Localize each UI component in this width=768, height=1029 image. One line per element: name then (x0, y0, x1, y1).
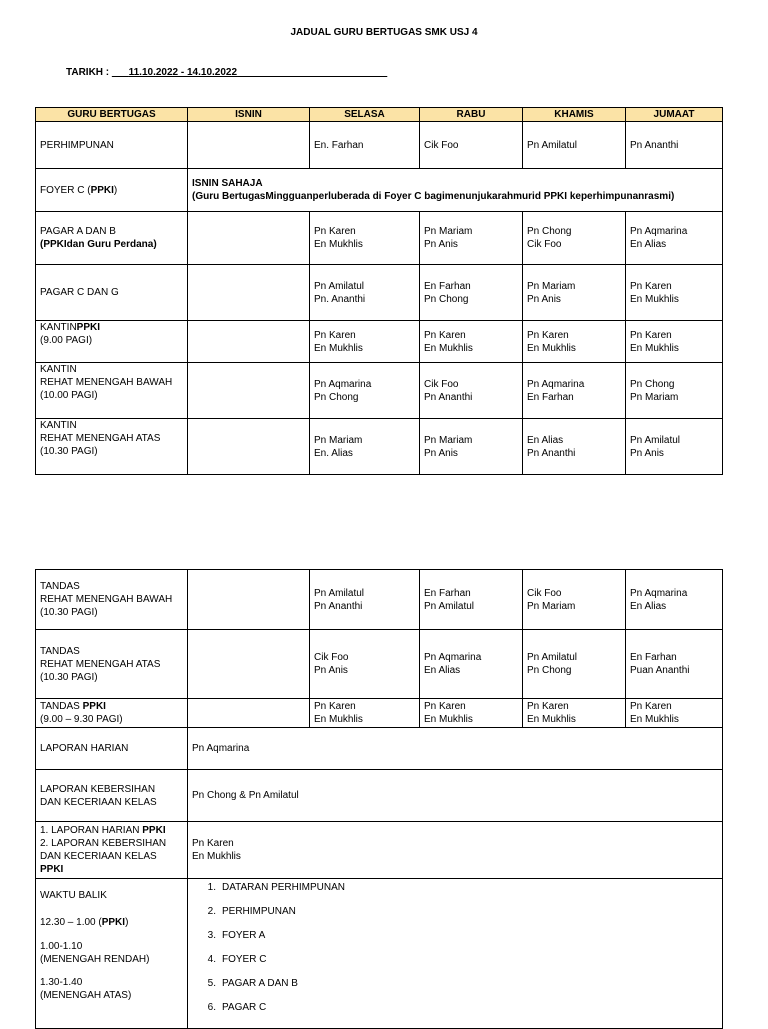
cell-jumaat: Pn Aqmarina En Alias (626, 212, 723, 265)
table-row (36, 570, 723, 630)
table-row (36, 363, 723, 419)
header-isnin: ISNIN (188, 108, 310, 122)
cell-khamis: Pn Aqmarina En Farhan (523, 363, 626, 419)
table-row (36, 212, 723, 265)
list-item: 2. PERHIMPUNAN (207, 906, 296, 917)
duty-label: PAGAR C DAN G (36, 265, 188, 321)
cell-jumaat: Pn Aqmarina En Alias (626, 570, 723, 630)
cell-khamis: Pn Amilatul Pn Chong (523, 630, 626, 699)
cell-jumaat: En Farhan Puan Ananthi (626, 630, 723, 699)
cell-khamis: Cik Foo Pn Mariam (523, 570, 626, 630)
cell-rabu: En Farhan Pn Amilatul (420, 570, 523, 630)
document-title: JADUAL GURU BERTUGAS SMK USJ 4 (290, 27, 478, 38)
cell-rabu: Pn Aqmarina En Alias (420, 630, 523, 699)
duty-label: WAKTU BALIK 12.30 – 1.00 (PPKI) 1.00-1.10 (MENENGAH RENDAH) 1.30-1.40 (MENENGAH ATAS) (36, 879, 188, 1029)
duty-label: KANTINPPKI (9.00 PAGI) (36, 321, 188, 363)
list-item: 1. DATARAN PERHIMPUNAN (207, 882, 345, 893)
cell-rabu: Pn Karen En Mukhlis (420, 321, 523, 363)
header-khamis: KHAMIS (523, 108, 626, 122)
cell-isnin (188, 630, 310, 699)
date-value: ___11.10.2022 - 14.10.2022___________________________ (111, 67, 388, 78)
duty-label: LAPORAN KEBERSIHAN DAN KECERIAAN KELAS (36, 770, 188, 822)
header-jumaat: JUMAAT (626, 108, 723, 122)
header-selasa: SELASA (310, 108, 420, 122)
merged-assignee-cell: Pn Karen En Mukhlis (188, 822, 723, 879)
cell-jumaat: Pn Karen En Mukhlis (626, 699, 723, 728)
cell-selasa: Pn Mariam En. Alias (310, 419, 420, 475)
cell-isnin (188, 570, 310, 630)
duty-table-1 (35, 107, 723, 475)
cell-khamis: Pn Karen En Mukhlis (523, 699, 626, 728)
cell-selasa: Pn Karen En Mukhlis (310, 321, 420, 363)
duty-table-2 (35, 569, 723, 1029)
cell-isnin (188, 699, 310, 728)
date-row (66, 67, 387, 78)
cell-khamis: Pn Amilatul (523, 122, 626, 169)
duty-label: KANTIN REHAT MENENGAH BAWAH (10.00 PAGI) (36, 363, 188, 419)
duty-label: 1. LAPORAN HARIAN PPKI 2. LAPORAN KEBERSIHAN DAN KECERIAAN KELAS PPKI (36, 822, 188, 879)
table-row (36, 169, 723, 212)
table-row (36, 699, 723, 728)
cell-rabu: Pn Mariam Pn Anis (420, 419, 523, 475)
cell-isnin (188, 363, 310, 419)
header-row (36, 108, 723, 122)
duty-label: FOYER C (PPKI) (36, 169, 188, 212)
cell-isnin (188, 265, 310, 321)
merged-note-cell (188, 169, 723, 212)
table-row (36, 419, 723, 475)
duty-label: TANDAS PPKI (9.00 – 9.30 PAGI) (36, 699, 188, 728)
cell-khamis: Pn Mariam Pn Anis (523, 265, 626, 321)
cell-selasa: Pn Amilatul Pn. Ananthi (310, 265, 420, 321)
cell-selasa: Cik Foo Pn Anis (310, 630, 420, 699)
duty-label: TANDAS REHAT MENENGAH BAWAH (10.30 PAGI) (36, 570, 188, 630)
cell-khamis: Pn Chong Cik Foo (523, 212, 626, 265)
cell-rabu: En Farhan Pn Chong (420, 265, 523, 321)
cell-jumaat: Pn Karen En Mukhlis (626, 321, 723, 363)
cell-selasa: Pn Karen En Mukhlis (310, 699, 420, 728)
cell-isnin (188, 419, 310, 475)
cell-isnin (188, 122, 310, 169)
duty-label: LAPORAN HARIAN (36, 728, 188, 770)
list-item: 3. FOYER A (207, 930, 266, 941)
cell-rabu: Pn Mariam Pn Anis (420, 212, 523, 265)
table-row (36, 321, 723, 363)
cell-jumaat: Pn Karen En Mukhlis (626, 265, 723, 321)
table-row (36, 630, 723, 699)
cell-jumaat: Pn Amilatul Pn Anis (626, 419, 723, 475)
cell-selasa: Pn Amilatul Pn Ananthi (310, 570, 420, 630)
merged-assignee-cell: Pn Chong & Pn Amilatul (188, 770, 723, 822)
list-item: 6. PAGAR C (207, 1002, 267, 1013)
cell-khamis: En Alias Pn Ananthi (523, 419, 626, 475)
cell-selasa: Pn Aqmarina Pn Chong (310, 363, 420, 419)
table-row (36, 265, 723, 321)
location-list (192, 881, 718, 1025)
duty-label: PAGAR A DAN B (PPKIdan Guru Perdana) (36, 212, 188, 265)
cell-isnin (188, 321, 310, 363)
cell-jumaat: Pn Chong Pn Mariam (626, 363, 723, 419)
header-guru-bertugas: GURU BERTUGAS (36, 108, 188, 122)
table-row (36, 879, 723, 1029)
cell-rabu: Cik Foo Pn Ananthi (420, 363, 523, 419)
table-row (36, 728, 723, 770)
list-item: 4. FOYER C (207, 954, 267, 965)
table-row (36, 122, 723, 169)
duty-label: PERHIMPUNAN (36, 122, 188, 169)
cell-selasa: Pn Karen En Mukhlis (310, 212, 420, 265)
table-row (36, 770, 723, 822)
merged-assignee-cell: Pn Aqmarina (188, 728, 723, 770)
cell-rabu: Pn Karen En Mukhlis (420, 699, 523, 728)
list-item: 5. PAGAR A DAN B (207, 978, 298, 989)
cell-selasa: En. Farhan (310, 122, 420, 169)
duty-label: KANTIN REHAT MENENGAH ATAS (10.30 PAGI) (36, 419, 188, 475)
note-title: ISNIN SAHAJA (192, 178, 263, 189)
table-row (36, 822, 723, 879)
duty-label: TANDAS REHAT MENENGAH ATAS (10.30 PAGI) (36, 630, 188, 699)
cell-isnin (188, 212, 310, 265)
cell-rabu: Cik Foo (420, 122, 523, 169)
date-label: TARIKH : (66, 67, 110, 78)
header-rabu: RABU (420, 108, 523, 122)
note-text: (Guru BertugasMingguanperluberada di Foyer C bagimenunjukarahmurid PPKI keperhimpunanrasmi) (192, 191, 675, 202)
cell-jumaat: Pn Ananthi (626, 122, 723, 169)
location-list-cell (188, 879, 723, 1029)
cell-khamis: Pn Karen En Mukhlis (523, 321, 626, 363)
